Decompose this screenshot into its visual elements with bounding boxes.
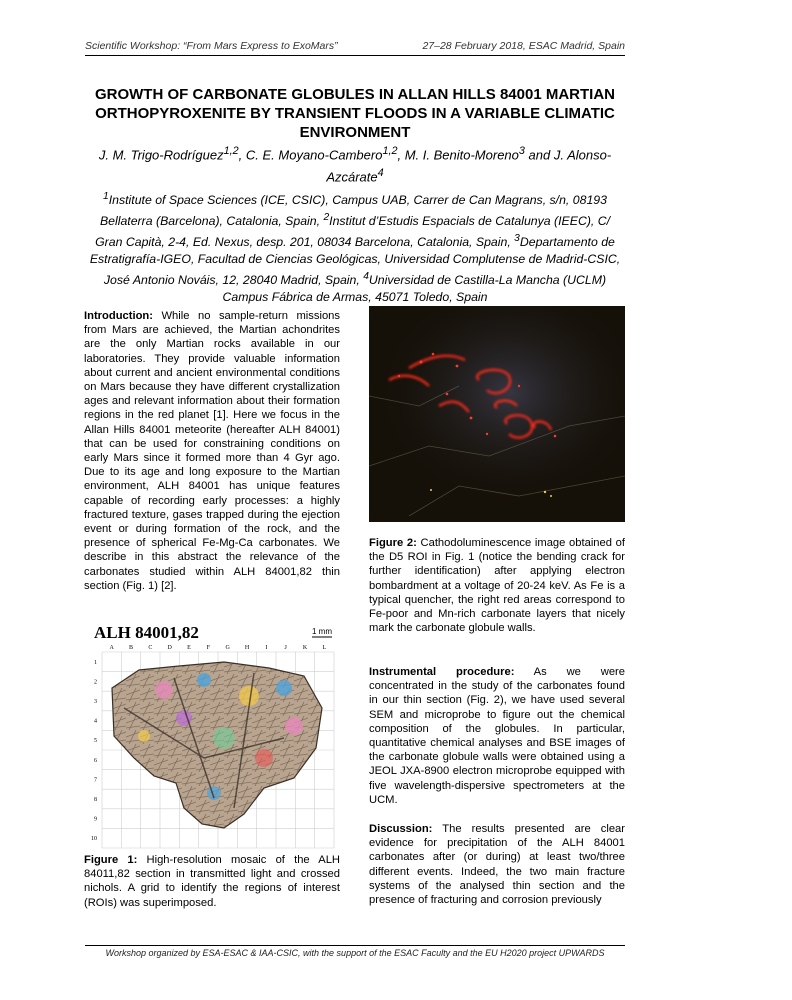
page-footer: Workshop organized by ESA-ESAC & IAA-CSIC, with the support of the ESAC Faculty and the EU H2020 project UPWARDS: [105, 948, 605, 958]
affiliations: $^1$Institute of Space Sciences (ICE, CSIC), Campus UAB, Carrer de Can Magrans, s/n, 08193 Bellaterra (Barcelona), Catalonia, Spain, $^2$Institut d’Estudis Espacials de Catalunya (IEEC), C/ Gran Capità, 2-4, Ed. Nexus, desp. 201, 08034 Barcelona, Catalonia, Spain, $^3$Departamento de Estratigrafía-IGEO, Facultad de Ciencias Geológicas, Universidad Complutense de Madrid-CSIC, José Antonio Nováis, 12, 28040 Madrid, Spain, $^4$Universidad de Castilla-La Mancha (UCLM) Campus Fábrica de Armas, 45071 Toledo, Spain: [89, 191, 621, 305]
grid-column-label: F: [206, 645, 211, 651]
introduction-text: While no sample-return missions from Mars are achieved, the Martian achondrites are the only Martian rocks available in our laboratories. They provide valuable information about current and ancient environmental conditions on Mars because they have different crystallization ages and relevant information about their formation regions in the red planet [1]. Here we focus in the Allan Hills 84001 meteorite (hereafter ALH 84001) that can be used for constraining conditions on early Mars since it formed more than 4 Gyr ago. Due to its age and long exposure to the Martian environment, ALH 84001 has unique features capable of recording early processes: a highly fractured texture, gases trapped during the ejection event or during formation of the rock, and the presence of spherical Fe-Mg-Ca carbonates. We describe in this abstract the relevance of the carbonates studied within ALH 84001,82 thin section (Fig. 1) [2].: [84, 310, 340, 592]
instrumental-heading: Instrumental procedure:: [369, 666, 515, 678]
footer-rule: [85, 945, 625, 946]
grid-column-label: K: [302, 645, 308, 651]
figure-1-caption-label: Figure 1:: [84, 854, 138, 866]
grid-row-label: 1: [94, 659, 97, 666]
header-rule: [85, 55, 625, 56]
grid-column-label: L: [322, 645, 327, 651]
figure-1-scale-label: 1 mm: [312, 627, 332, 636]
grid-column-label: J: [284, 645, 287, 651]
grid-column-label: B: [128, 645, 134, 651]
author-list: J. M. Trigo-Rodríguez$^{1,2}$, C. E. Moyano-Cambero$^{1,2}$, M. I. Benito-Moreno$^3$ and J. Alonso-Azcárate$^4$: [98, 145, 612, 185]
introduction-section: [84, 309, 340, 593]
grid-row-label: 9: [94, 816, 97, 823]
grid-row-label: 6: [94, 757, 97, 764]
figure-2-caption: Figure 2: Cathodoluminescence image obtained of the D5 ROI in Fig. 1 (notice the bending crack for further identification) after applying electron bombardment at a voltage of 20-24 keV. As Fe is a typical quencher, the right red areas correspond to Fe-poor and Mn-rich carbonate layers that nicely mark the carbonate globule walls.: [369, 537, 625, 635]
grid-row-label: 5: [94, 738, 97, 745]
grid-column-label: A: [109, 645, 114, 651]
figure-1-label: ALH 84001,82: [94, 623, 199, 642]
introduction-heading: Introduction:: [84, 310, 153, 322]
discussion-section: Discussion: The results presented are clear evidence for precipitation of the ALH 84001 carbonates after (or during) at least two/three different events. Indeed, the two main fracture systems of the analysed thin section and the presence of fracturing and corrosion previously: [369, 823, 625, 907]
figure-2-cathodoluminescence: [369, 306, 625, 522]
discussion-heading: Discussion:: [369, 823, 433, 835]
figure-1-caption: Figure 1: High-resolution mosaic of the ALH 84011,82 section in transmitted light and crossed nichols. A grid to identify the regions of interest (ROIs) was superimposed.: [84, 854, 340, 909]
grid-row-label: 4: [94, 718, 97, 725]
grid-row-label: 10: [91, 836, 97, 843]
grid-row-label: 8: [94, 797, 97, 803]
grid-row-label: 7: [94, 777, 97, 784]
grid-row-label: 3: [94, 699, 97, 705]
grid-column-label: D: [167, 645, 172, 651]
grid-column-label: H: [244, 645, 250, 651]
grid-column-label: G: [225, 645, 230, 651]
grid-row-label: 2: [94, 679, 97, 686]
cl-image: [369, 306, 625, 522]
header-date: 27–28 February 2018, ESAC Madrid, Spain: [422, 40, 625, 52]
paper-title: GROWTH OF CARBONATE GLOBULES IN ALLAN HILLS 84001 MARTIAN ORTHOPYROXENITE BY TRANSIENT FLOODS IN A VARIABLE CLIMATIC ENVIRONMENT: [94, 86, 615, 141]
figure-1-mosaic: [84, 618, 340, 852]
thin-section-image: [84, 618, 340, 852]
instrumental-section: Instrumental procedure: As we were concentrated in the study of the carbonates found in our thin section (Fig. 2), we have used several SEM and microprobe to figure out the chemical composition of the globules. In particular, quantitative chemical analyses and BSE images of the carbonate globule walls were obtained using a JEOL JXA-8900 electron microprobe equipped with five wavelength-dispersive spectrometers at the UCM.: [369, 666, 625, 806]
grid-column-label: E: [187, 645, 191, 651]
grid-column-label: C: [148, 645, 153, 651]
grid-column-label: I: [265, 645, 268, 651]
header-workshop: Scientific Workshop: “From Mars Express to ExoMars”: [85, 40, 338, 52]
figure-2-caption-label: Figure 2:: [369, 537, 417, 549]
